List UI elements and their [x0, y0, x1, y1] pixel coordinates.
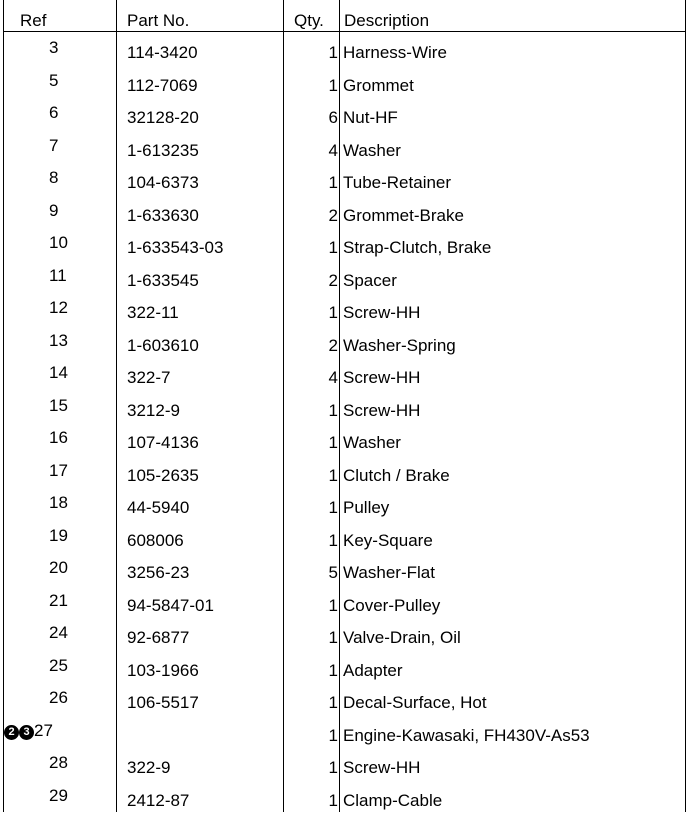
- cell-qty: 4: [284, 130, 340, 163]
- cell-part-no: 3256-23: [117, 552, 284, 585]
- cell-description: Clutch / Brake: [340, 455, 686, 488]
- ref-number: 27: [34, 720, 53, 740]
- cell-ref: 14: [4, 357, 117, 390]
- cell-qty: 6: [284, 97, 340, 130]
- table-row: [4, 455, 686, 488]
- cell-part-no: [117, 715, 284, 748]
- cell-qty: 1: [284, 650, 340, 683]
- cell-qty: 4: [284, 357, 340, 390]
- cell-part-no: 322-11: [117, 292, 284, 325]
- cell-description: Key-Square: [340, 520, 686, 553]
- cell-description: Adapter: [340, 650, 686, 683]
- table-row: [4, 325, 686, 358]
- cell-description: Screw-HH: [340, 390, 686, 423]
- cell-part-no: 608006: [117, 520, 284, 553]
- cell-qty: 1: [284, 780, 340, 813]
- cell-qty: 1: [284, 747, 340, 780]
- cell-qty: 1: [284, 32, 340, 65]
- cell-qty: 2: [284, 195, 340, 228]
- parts-table-body: [4, 32, 686, 813]
- cell-qty: 1: [284, 617, 340, 650]
- cell-ref: 24: [4, 617, 117, 650]
- cell-part-no: 92-6877: [117, 617, 284, 650]
- cell-ref: 3: [4, 32, 117, 65]
- cell-part-no: 105-2635: [117, 455, 284, 488]
- table-row: [4, 422, 686, 455]
- cell-description: Valve-Drain, Oil: [340, 617, 686, 650]
- cell-description: Spacer: [340, 260, 686, 293]
- cell-qty: 1: [284, 487, 340, 520]
- cell-description: Grommet: [340, 65, 686, 98]
- cell-ref: 11: [4, 260, 117, 293]
- cell-part-no: 104-6373: [117, 162, 284, 195]
- cell-part-no: 114-3420: [117, 32, 284, 65]
- cell-qty: 1: [284, 65, 340, 98]
- cell-description: Washer-Flat: [340, 552, 686, 585]
- table-row: [4, 292, 686, 325]
- cell-description: Harness-Wire: [340, 32, 686, 65]
- cell-description: Tube-Retainer: [340, 162, 686, 195]
- table-row: [4, 32, 686, 65]
- cell-description: Washer: [340, 130, 686, 163]
- cell-part-no: 112-7069: [117, 65, 284, 98]
- cell-description: Strap-Clutch, Brake: [340, 227, 686, 260]
- cell-ref: 16: [4, 422, 117, 455]
- cell-description: Washer-Spring: [340, 325, 686, 358]
- cell-part-no: 1-633545: [117, 260, 284, 293]
- cell-description: Decal-Surface, Hot: [340, 682, 686, 715]
- cell-part-no: 1-633543-03: [117, 227, 284, 260]
- cell-qty: 1: [284, 520, 340, 553]
- cell-part-no: 103-1966: [117, 650, 284, 683]
- table-row: [4, 357, 686, 390]
- table-row: [4, 715, 686, 748]
- cell-qty: 2: [284, 325, 340, 358]
- header-part-no: Part No.: [117, 0, 284, 32]
- cell-ref: 19: [4, 520, 117, 553]
- table-row: [4, 780, 686, 813]
- table-row: [4, 650, 686, 683]
- cell-ref: 7: [4, 130, 117, 163]
- cell-part-no: 3212-9: [117, 390, 284, 423]
- cell-description: Pulley: [340, 487, 686, 520]
- cell-description: Screw-HH: [340, 357, 686, 390]
- cell-ref: 13: [4, 325, 117, 358]
- cell-ref: 18: [4, 487, 117, 520]
- cell-ref: 8: [4, 162, 117, 195]
- header-qty: Qty.: [284, 0, 340, 32]
- cell-part-no: 32128-20: [117, 97, 284, 130]
- table-row: [4, 682, 686, 715]
- cell-description: Screw-HH: [340, 747, 686, 780]
- cell-part-no: 94-5847-01: [117, 585, 284, 618]
- cell-description: Engine-Kawasaki, FH430V-As53: [340, 715, 686, 748]
- cell-part-no: 322-7: [117, 357, 284, 390]
- cell-description: Clamp-Cable: [340, 780, 686, 813]
- table-row: [4, 260, 686, 293]
- table-row: [4, 227, 686, 260]
- cell-part-no: 322-9: [117, 747, 284, 780]
- cell-description: Cover-Pulley: [340, 585, 686, 618]
- header-ref: Ref: [4, 0, 117, 32]
- cell-part-no: 2412-87: [117, 780, 284, 813]
- header-description: Description: [340, 0, 686, 32]
- table-row: [4, 162, 686, 195]
- table-row: [4, 65, 686, 98]
- cell-description: Grommet-Brake: [340, 195, 686, 228]
- cell-ref: 15: [4, 390, 117, 423]
- note-marker-icon: 3: [19, 725, 34, 740]
- cell-ref: 17: [4, 455, 117, 488]
- cell-part-no: 44-5940: [117, 487, 284, 520]
- cell-part-no: 106-5517: [117, 682, 284, 715]
- table-header-row: [4, 0, 686, 32]
- cell-qty: 1: [284, 455, 340, 488]
- parts-list-table: [3, 0, 686, 812]
- cell-qty: 1: [284, 292, 340, 325]
- table-row: [4, 617, 686, 650]
- cell-part-no: 1-603610: [117, 325, 284, 358]
- table-row: [4, 195, 686, 228]
- cell-qty: 1: [284, 162, 340, 195]
- note-marker-icon: 2: [4, 725, 19, 740]
- cell-qty: 1: [284, 715, 340, 748]
- cell-qty: 1: [284, 585, 340, 618]
- cell-part-no: 1-613235: [117, 130, 284, 163]
- cell-description: Screw-HH: [340, 292, 686, 325]
- table-row: [4, 97, 686, 130]
- table-row: [4, 487, 686, 520]
- cell-ref: 28: [4, 747, 117, 780]
- cell-ref: 10: [4, 227, 117, 260]
- table-row: [4, 552, 686, 585]
- cell-qty: 1: [284, 682, 340, 715]
- cell-ref: 21: [4, 585, 117, 618]
- cell-part-no: 107-4136: [117, 422, 284, 455]
- cell-ref: 5: [4, 65, 117, 98]
- cell-ref: 26: [4, 682, 117, 715]
- cell-ref: 20: [4, 552, 117, 585]
- cell-ref: 29: [4, 780, 117, 813]
- cell-qty: 1: [284, 390, 340, 423]
- cell-qty: 1: [284, 422, 340, 455]
- cell-ref: [4, 715, 117, 748]
- cell-ref: 25: [4, 650, 117, 683]
- cell-description: Washer: [340, 422, 686, 455]
- table-row: [4, 747, 686, 780]
- cell-qty: 2: [284, 260, 340, 293]
- table-row: [4, 585, 686, 618]
- cell-ref: 9: [4, 195, 117, 228]
- table-row: [4, 520, 686, 553]
- cell-ref: 12: [4, 292, 117, 325]
- table-row: [4, 130, 686, 163]
- cell-qty: 1: [284, 227, 340, 260]
- cell-description: Nut-HF: [340, 97, 686, 130]
- cell-part-no: 1-633630: [117, 195, 284, 228]
- cell-ref: 6: [4, 97, 117, 130]
- cell-qty: 5: [284, 552, 340, 585]
- table-row: [4, 390, 686, 423]
